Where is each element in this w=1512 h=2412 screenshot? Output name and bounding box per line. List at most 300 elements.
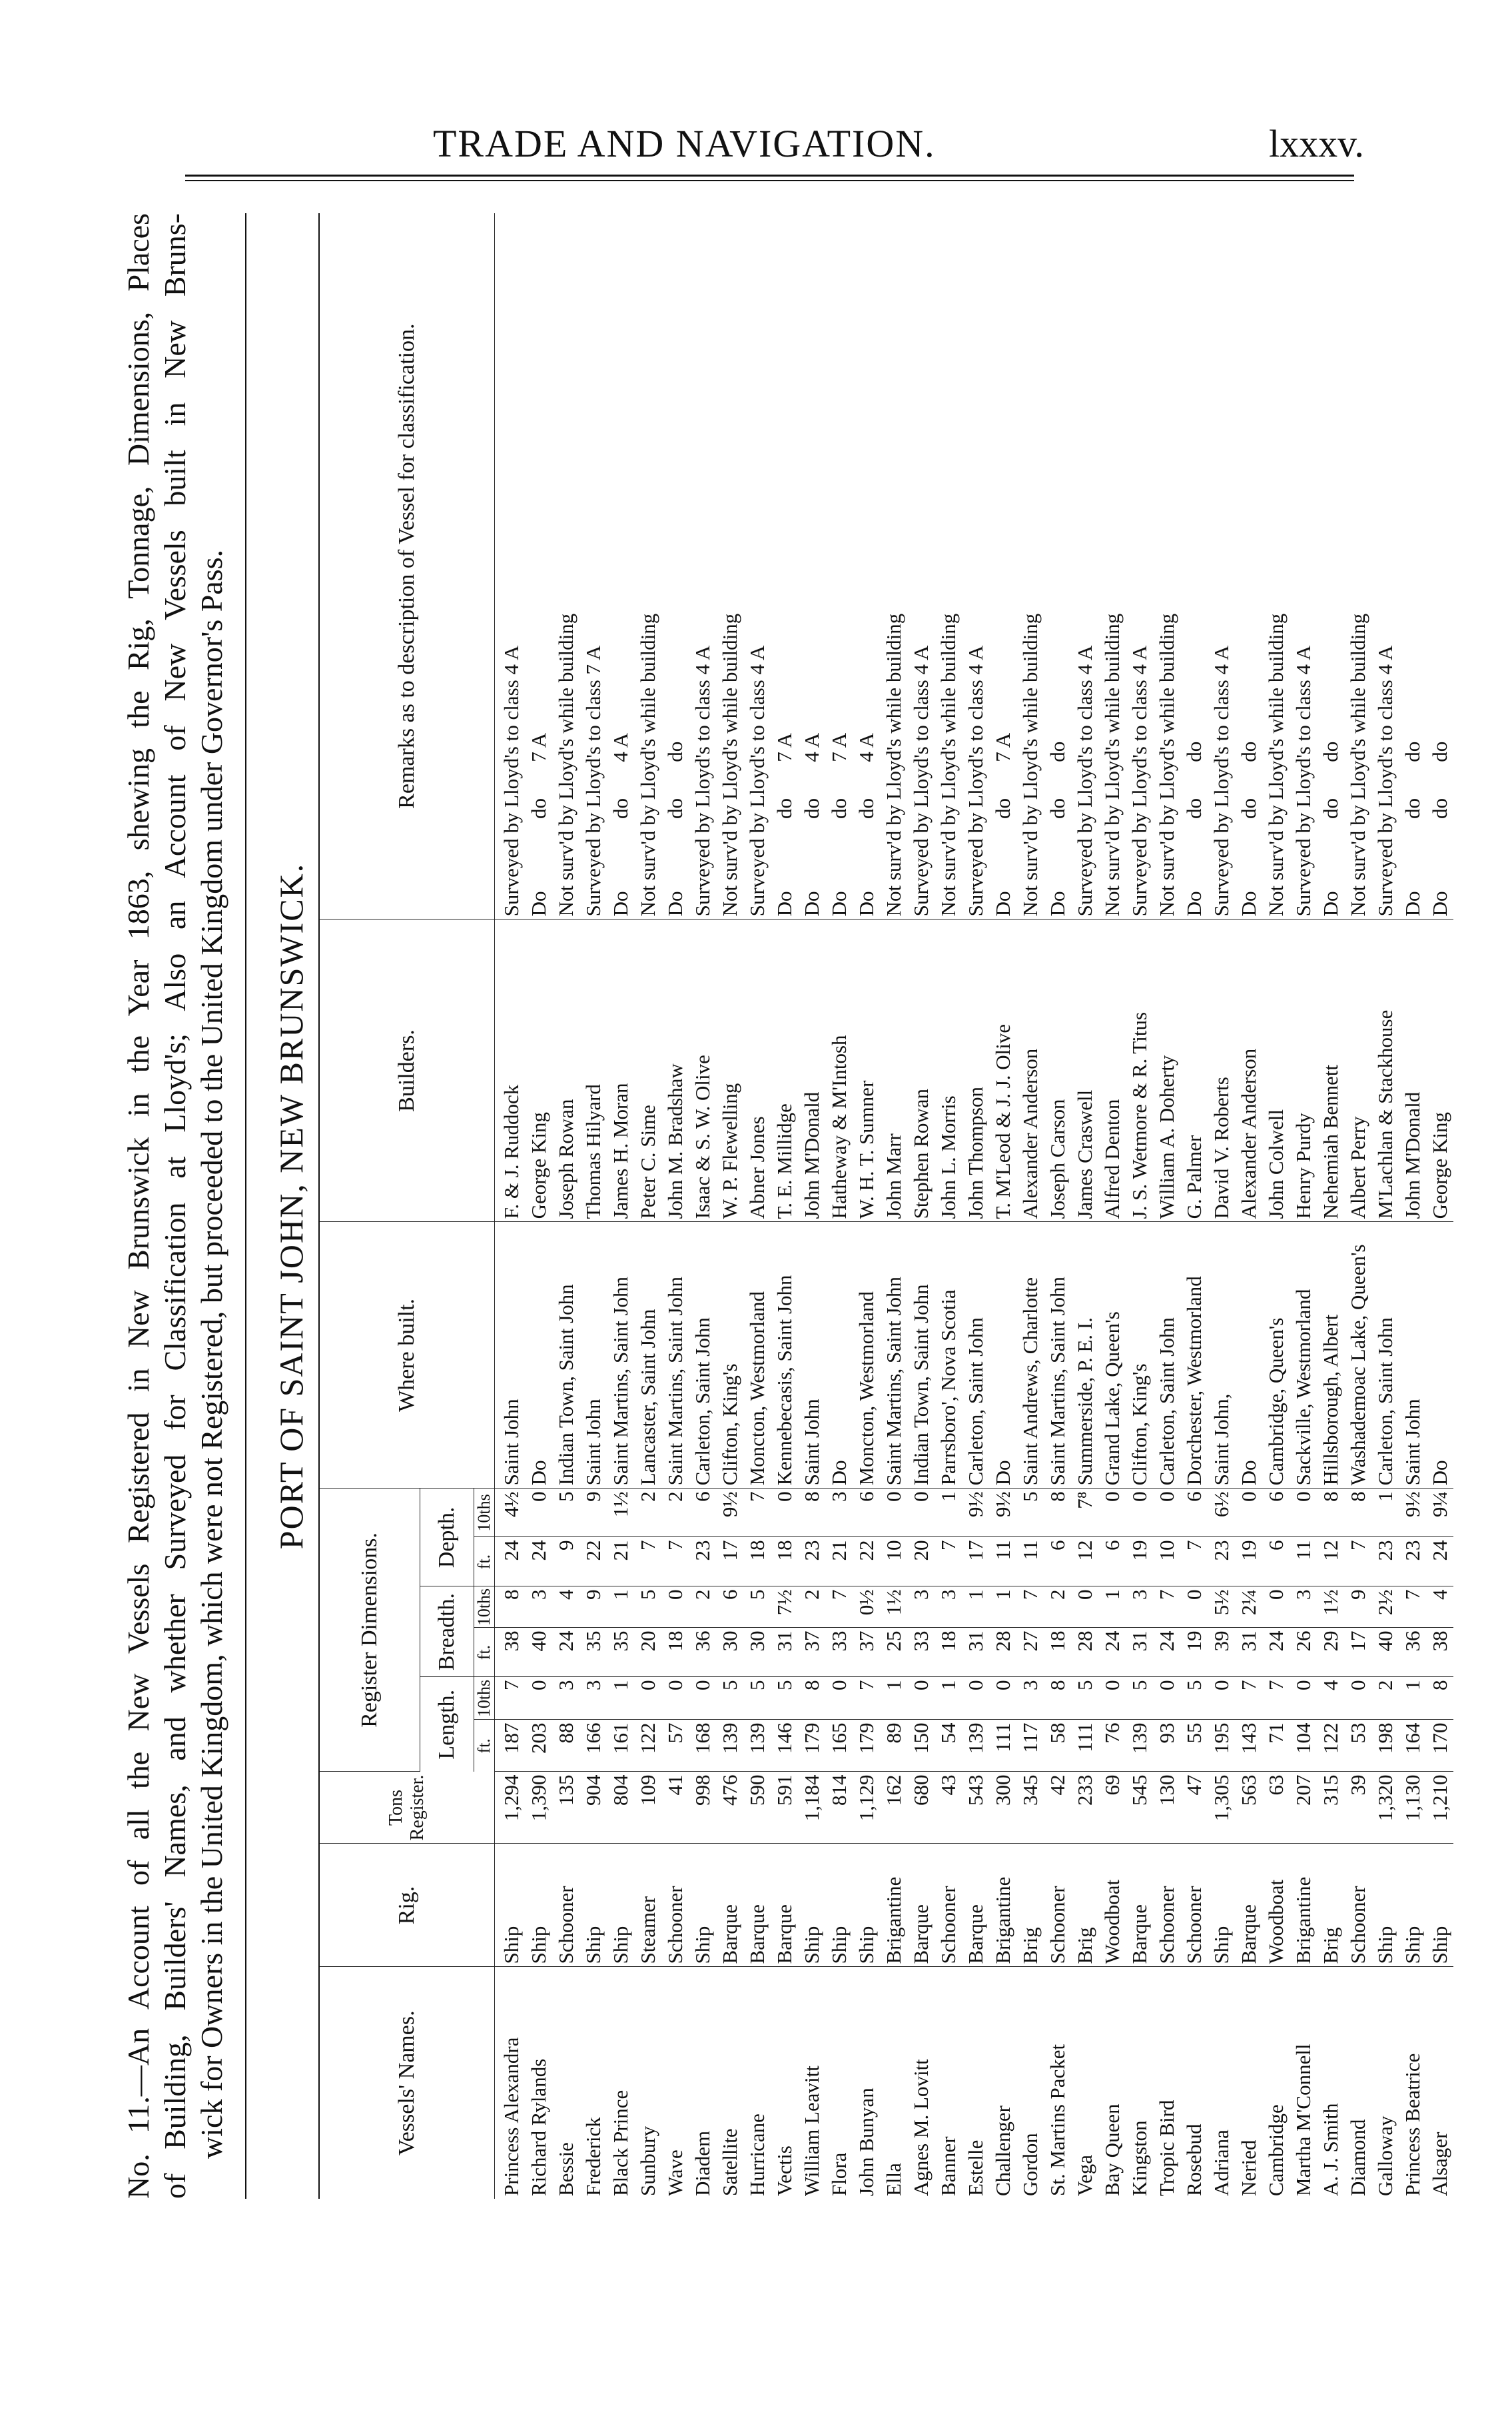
running-title: TRADE AND NAVIGATION. — [433, 122, 936, 165]
length-tenths: 5 — [1071, 1677, 1098, 1720]
col-rig-header: Rig. — [320, 1844, 495, 1967]
breadth-tenths: 4 — [552, 1586, 579, 1628]
remarks: Not surv'd by Lloyd's while building — [634, 213, 661, 919]
vessel-name: Martha M'Connell — [1292, 2044, 1315, 2196]
breadth-tenths: 1½ — [880, 1586, 907, 1628]
where-built: Indian Town, Saint John — [552, 1222, 579, 1489]
breadth-tenths: 1 — [1098, 1586, 1126, 1628]
remarks: Surveyed by Lloyd's to class 7 A — [579, 213, 607, 919]
tons: 1,294 — [495, 1772, 526, 1844]
length-ft: 139 — [716, 1720, 743, 1772]
depth-ft: 24 — [525, 1537, 552, 1586]
depth-ft: 22 — [853, 1537, 880, 1586]
rig: Ship — [525, 1844, 552, 1967]
breadth-ft: 24 — [1262, 1628, 1290, 1677]
depth-tenths: 2 — [661, 1489, 689, 1537]
breadth-ft: 31 — [1235, 1628, 1262, 1677]
breadth-tenths: 2½ — [1371, 1586, 1399, 1628]
breadth-ft: 31 — [1126, 1628, 1153, 1677]
builder: Alexander Anderson — [1235, 919, 1262, 1222]
table-row — [962, 213, 989, 2199]
vessel-name: Alsager — [1428, 2131, 1451, 2196]
builder: T. E. Millidge — [771, 919, 798, 1222]
table-row — [935, 213, 962, 2199]
table-row — [1016, 213, 1044, 2199]
where-built: Carleton, Saint John — [689, 1222, 716, 1489]
rig: Schooner — [1344, 1844, 1371, 1967]
table-row — [1371, 213, 1399, 2199]
where-built: Grand Lake, Queen's — [1098, 1222, 1126, 1489]
depth-ft: 19 — [1126, 1537, 1153, 1586]
length-tenths: 3 — [1016, 1677, 1044, 1720]
depth-ft: 23 — [798, 1537, 825, 1586]
where-built: Clifton, King's — [716, 1222, 743, 1489]
breadth-tenths: 1 — [607, 1586, 634, 1628]
breadth-ft: 30 — [743, 1628, 771, 1677]
rig: Brig — [1071, 1844, 1098, 1967]
table-row — [1098, 213, 1126, 2199]
depth-ft: 24 — [495, 1537, 526, 1586]
builder: James Craswell — [1071, 919, 1098, 1222]
table-row — [634, 213, 661, 2199]
length-ft: 187 — [495, 1720, 526, 1772]
table-caption — [120, 213, 230, 2199]
length-ft: 53 — [1344, 1720, 1371, 1772]
breadth-ft: 18 — [661, 1628, 689, 1677]
caption-rule — [245, 213, 246, 2199]
depth-tenths: 9½ — [1399, 1489, 1426, 1537]
depth-ft: 18 — [771, 1537, 798, 1586]
tons: 39 — [1344, 1772, 1371, 1844]
where-built: Cambridge, Queen's — [1262, 1222, 1290, 1489]
breadth-tenths: 0 — [1071, 1586, 1098, 1628]
depth-tenths: 5 — [552, 1489, 579, 1537]
depth-ft: 10 — [880, 1537, 907, 1586]
rig: Ship — [1399, 1844, 1426, 1967]
vessel-name: Neried — [1237, 2139, 1260, 2196]
rig: Barque — [1235, 1844, 1262, 1967]
depth-tenths: 8 — [1044, 1489, 1071, 1537]
length-ft: 122 — [634, 1720, 661, 1772]
breadth-tenths: 3 — [525, 1586, 552, 1628]
length-tenths: 5 — [771, 1677, 798, 1720]
remarks: Surveyed by Lloyd's to class 4 A — [1071, 213, 1098, 919]
vessel-name: Estelle — [964, 2139, 987, 2196]
depth-ft: 22 — [579, 1537, 607, 1586]
breadth-ft: 37 — [853, 1628, 880, 1677]
length-ft: 93 — [1153, 1720, 1180, 1772]
remarks: Do do do — [1399, 213, 1426, 919]
tons: 43 — [935, 1772, 962, 1844]
length-ft: 143 — [1235, 1720, 1262, 1772]
table-row — [1208, 213, 1235, 2199]
table-row — [525, 213, 552, 2199]
breadth-tenths: 2 — [1044, 1586, 1071, 1628]
where-built: Saint John — [798, 1222, 825, 1489]
breadth-ft: 24 — [552, 1628, 579, 1677]
depth-ft: 6 — [1044, 1537, 1071, 1586]
builder: Alexander Anderson — [1016, 919, 1044, 1222]
breadth-ft: 20 — [634, 1628, 661, 1677]
tons: 1,390 — [525, 1772, 552, 1844]
breadth-tenths: 3 — [935, 1586, 962, 1628]
tons: 680 — [907, 1772, 935, 1844]
breadth-tenths: 5 — [634, 1586, 661, 1628]
where-built: Parrsboro', Nova Scotia — [935, 1222, 962, 1489]
table-row — [579, 213, 607, 2199]
rig: Ship — [1426, 1844, 1453, 1967]
breadth-tenths: 0½ — [853, 1586, 880, 1628]
length-tenths: 0 — [1098, 1677, 1126, 1720]
depth-ft: 23 — [1399, 1537, 1426, 1586]
port-heading: PORT OF SAINT JOHN, NEW BRUNSWICK. — [272, 862, 310, 1550]
rig: Barque — [1126, 1844, 1153, 1967]
length-tenths: 1 — [1399, 1677, 1426, 1720]
tons: 998 — [689, 1772, 716, 1844]
caption-line: of Building, Builders' Names, and whether Surveyed for Classification at Lloyd's; Also an Account of New Vessels built in New Bruns- — [158, 213, 192, 2199]
breadth-ft: 28 — [1071, 1628, 1098, 1677]
rig: Schooner — [1180, 1844, 1208, 1967]
table-row — [1344, 213, 1371, 2199]
vessel-name: Princess Alexandra — [500, 2037, 523, 2196]
tons: 476 — [716, 1772, 743, 1844]
breadth-ft: 26 — [1290, 1628, 1317, 1677]
breadth-tenths: 8 — [495, 1586, 526, 1628]
tons: 69 — [1098, 1772, 1126, 1844]
remarks: Do do do — [1426, 213, 1453, 919]
breadth-tenths: 7 — [1016, 1586, 1044, 1628]
vessel-name: William Leavitt — [800, 2066, 823, 2196]
breadth-ft: 19 — [1180, 1628, 1208, 1677]
breadth-ft: 18 — [935, 1628, 962, 1677]
table-row — [1044, 213, 1071, 2199]
depth-tenths: 3 — [825, 1489, 853, 1537]
builder: G. Palmer — [1180, 919, 1208, 1222]
vessel-name: Challenger — [991, 2105, 1014, 2196]
where-built: Saint Martins, Saint John — [661, 1222, 689, 1489]
depth-ft: 11 — [1016, 1537, 1044, 1586]
length-ft: 166 — [579, 1720, 607, 1772]
depth-tenths: 5 — [1016, 1489, 1044, 1537]
table-row — [907, 213, 935, 2199]
remarks: Surveyed by Lloyd's to class 4 A — [743, 213, 771, 919]
remarks: Do do do — [661, 213, 689, 919]
tons: 207 — [1290, 1772, 1317, 1844]
length-tenths: 5 — [716, 1677, 743, 1720]
remarks: Surveyed by Lloyd's to class 4 A — [962, 213, 989, 919]
table-row — [1235, 213, 1262, 2199]
tons: 1,305 — [1208, 1772, 1235, 1844]
depth-ft: 9 — [552, 1537, 579, 1586]
depth-tenths: 9½ — [716, 1489, 743, 1537]
length-tenths: 0 — [962, 1677, 989, 1720]
depth-ft: 7 — [634, 1537, 661, 1586]
tons: 47 — [1180, 1772, 1208, 1844]
builder: Alfred Denton — [1098, 919, 1126, 1222]
depth-ft: 11 — [989, 1537, 1016, 1586]
tons: 591 — [771, 1772, 798, 1844]
length-tenths: 0 — [689, 1677, 716, 1720]
length-ft: 170 — [1426, 1720, 1453, 1772]
where-built: Lancaster, Saint John — [634, 1222, 661, 1489]
depth-ft: 6 — [1262, 1537, 1290, 1586]
breadth-ft: 40 — [525, 1628, 552, 1677]
table-row — [1180, 213, 1208, 2199]
remarks: Not surv'd by Lloyd's while building — [1153, 213, 1180, 919]
table-row — [989, 213, 1016, 2199]
builder: Hatheway & M'Intosh — [825, 919, 853, 1222]
breadth-ft: 24 — [1153, 1628, 1180, 1677]
caption-line: wick for Owners in the United Kingdom, which were not Registered, but proceeded to the United Kingdom under Governor's Pass. — [194, 549, 228, 2159]
breadth-ft: 36 — [1399, 1628, 1426, 1677]
col-tons-header: Tons Register. — [320, 1772, 495, 1844]
depth-tenths: 1 — [1371, 1489, 1399, 1537]
remarks: Do do do — [1317, 213, 1344, 919]
depth-ft: 21 — [825, 1537, 853, 1586]
depth-tenths: 7⁸ — [1071, 1489, 1098, 1537]
breadth-tenths: 1 — [989, 1586, 1016, 1628]
vessel-name: Banner — [937, 2136, 960, 2196]
length-tenths: 7 — [1262, 1677, 1290, 1720]
unit-10ths: 10ths — [474, 1677, 495, 1720]
table-row — [1071, 213, 1098, 2199]
col-breadth-header: Breadth. — [420, 1586, 474, 1677]
depth-ft: 19 — [1235, 1537, 1262, 1586]
length-ft: 58 — [1044, 1720, 1071, 1772]
remarks: Do do do — [1180, 213, 1208, 919]
where-built: Carleton, Saint John — [1371, 1222, 1399, 1489]
length-ft: 88 — [552, 1720, 579, 1772]
depth-tenths: 6 — [1180, 1489, 1208, 1537]
unit-10ths: 10ths — [474, 1586, 495, 1628]
depth-tenths: 1 — [935, 1489, 962, 1537]
col-length-header: Length. — [420, 1677, 474, 1772]
vessel-name: Flora — [827, 2152, 851, 2196]
depth-ft: 21 — [607, 1537, 634, 1586]
builder: Thomas Hilyard — [579, 919, 607, 1222]
depth-ft: 6 — [1098, 1537, 1126, 1586]
depth-ft: 7 — [1344, 1537, 1371, 1586]
vessels-table — [320, 213, 1453, 2199]
breadth-ft: 37 — [798, 1628, 825, 1677]
depth-tenths: 6½ — [1208, 1489, 1235, 1537]
caption-line: No. 11.—An Account of all the New Vessels Registered in New Brunswick in the Year 1863, shewing the Rig, Tonnage, Dimensions, Places — [121, 213, 155, 2199]
depth-tenths: 0 — [1098, 1489, 1126, 1537]
rig: Barque — [716, 1844, 743, 1967]
vessel-name: Frederick — [581, 2117, 605, 2196]
vessel-name: Cambridge — [1264, 2104, 1288, 2196]
breadth-tenths: 1 — [962, 1586, 989, 1628]
breadth-tenths: 2¼ — [1235, 1586, 1262, 1628]
rig: Barque — [962, 1844, 989, 1967]
tons: 1,129 — [853, 1772, 880, 1844]
where-built: Moncton, Westmorland — [743, 1222, 771, 1489]
breadth-tenths: 7 — [825, 1586, 853, 1628]
where-built: Summerside, P. E. I. — [1071, 1222, 1098, 1489]
builder: John M'Donald — [1399, 919, 1426, 1222]
remarks: Surveyed by Lloyd's to class 4 A — [1371, 213, 1399, 919]
where-built: Saint John — [1399, 1222, 1426, 1489]
tons: 590 — [743, 1772, 771, 1844]
col-remarks-header: Remarks as to description of Vessel for classification. — [320, 213, 495, 919]
table-row — [661, 213, 689, 2199]
tons: 1,130 — [1399, 1772, 1426, 1844]
breadth-ft: 18 — [1044, 1628, 1071, 1677]
remarks: Not surv'd by Lloyd's while building — [935, 213, 962, 919]
rig: Ship — [495, 1844, 526, 1967]
length-tenths: 0 — [825, 1677, 853, 1720]
remarks: Do do 4 A — [798, 213, 825, 919]
breadth-tenths: 2 — [689, 1586, 716, 1628]
rig: Schooner — [552, 1844, 579, 1967]
vessel-name: Agnes M. Lovitt — [909, 2059, 933, 2196]
rig: Schooner — [661, 1844, 689, 1967]
depth-tenths: 0 — [771, 1489, 798, 1537]
builder: Abner Jones — [743, 919, 771, 1222]
rig: Ship — [607, 1844, 634, 1967]
length-tenths: 0 — [1153, 1677, 1180, 1720]
table-row — [880, 213, 907, 2199]
vessel-name: A. J. Smith — [1319, 2103, 1342, 2196]
tons: 315 — [1317, 1772, 1344, 1844]
unit-ft: ft. — [474, 1537, 495, 1586]
tons: 63 — [1262, 1772, 1290, 1844]
length-ft: 139 — [743, 1720, 771, 1772]
table-row — [689, 213, 716, 2199]
length-ft: 179 — [853, 1720, 880, 1772]
breadth-ft: 38 — [1426, 1628, 1453, 1677]
vessel-name: Rosebud — [1182, 2123, 1206, 2196]
rig: Woodboat — [1262, 1844, 1290, 1967]
breadth-tenths: 2 — [798, 1586, 825, 1628]
depth-tenths: 0 — [1153, 1489, 1180, 1537]
length-tenths: 0 — [634, 1677, 661, 1720]
breadth-ft: 36 — [689, 1628, 716, 1677]
depth-tenths: 0 — [880, 1489, 907, 1537]
depth-ft: 23 — [689, 1537, 716, 1586]
vessel-name: Tropic Bird — [1155, 2100, 1178, 2196]
rig: Ship — [853, 1844, 880, 1967]
table-row — [716, 213, 743, 2199]
builder: John M. Bradshaw — [661, 919, 689, 1222]
length-ft: 146 — [771, 1720, 798, 1772]
remarks: Not surv'd by Lloyd's while building — [880, 213, 907, 919]
table-row — [825, 213, 853, 2199]
depth-tenths: 9½ — [989, 1489, 1016, 1537]
depth-ft: 7 — [1180, 1537, 1208, 1586]
builder: Joseph Carson — [1044, 919, 1071, 1222]
remarks: Do do 4 A — [607, 213, 634, 919]
rig: Ship — [689, 1844, 716, 1967]
breadth-tenths: 4 — [1426, 1586, 1453, 1628]
remarks: Do do 7 A — [825, 213, 853, 919]
breadth-tenths: 0 — [1262, 1586, 1290, 1628]
length-tenths: 5 — [743, 1677, 771, 1720]
col-depth-header: Depth. — [420, 1489, 474, 1586]
where-built: Do — [525, 1222, 552, 1489]
vessel-name: Diamond — [1346, 2119, 1369, 2196]
builder: Joseph Rowan — [552, 919, 579, 1222]
remarks: Not surv'd by Lloyd's while building — [716, 213, 743, 919]
where-built: Saint John — [495, 1222, 526, 1489]
where-built: Do — [1426, 1222, 1453, 1489]
breadth-ft: 33 — [825, 1628, 853, 1677]
header-rule-top — [185, 175, 1354, 177]
remarks: Not surv'd by Lloyd's while building — [1344, 213, 1371, 919]
length-ft: 104 — [1290, 1720, 1317, 1772]
rig: Woodboat — [1098, 1844, 1126, 1967]
remarks: Not surv'd by Lloyd's while building — [1262, 213, 1290, 919]
tons: 345 — [1016, 1772, 1044, 1844]
depth-tenths: 8 — [1317, 1489, 1344, 1537]
depth-tenths: 0 — [1126, 1489, 1153, 1537]
remarks: Not surv'd by Lloyd's while building — [552, 213, 579, 919]
depth-tenths: 4½ — [495, 1489, 526, 1537]
tons: 300 — [989, 1772, 1016, 1844]
where-built: Do — [825, 1222, 853, 1489]
tons: 814 — [825, 1772, 853, 1844]
vessel-name: Princess Beatrice — [1401, 2053, 1424, 2196]
breadth-ft: 28 — [989, 1628, 1016, 1677]
unit-ft: ft. — [474, 1720, 495, 1772]
rig: Ship — [579, 1844, 607, 1967]
length-tenths: 7 — [1235, 1677, 1262, 1720]
builder: John Colwell — [1262, 919, 1290, 1222]
tons: 1,184 — [798, 1772, 825, 1844]
rig: Barque — [771, 1844, 798, 1967]
vessel-name: Wave — [663, 2149, 687, 2196]
remarks: Not surv'd by Lloyd's while building — [1016, 213, 1044, 919]
remarks: Surveyed by Lloyd's to class 4 A — [495, 213, 526, 919]
rig: Brigantine — [1290, 1844, 1317, 1967]
breadth-ft: 39 — [1208, 1628, 1235, 1677]
rig: Ship — [1208, 1844, 1235, 1967]
table-row — [1399, 213, 1426, 2199]
breadth-tenths: 7 — [1399, 1586, 1426, 1628]
remarks: Do do do — [1235, 213, 1262, 919]
length-ft: 165 — [825, 1720, 853, 1772]
remarks: Surveyed by Lloyd's to class 4 A — [689, 213, 716, 919]
vessel-name: Diadem — [691, 2130, 714, 2196]
where-built: Hillsborough, Albert — [1317, 1222, 1344, 1489]
length-ft: 179 — [798, 1720, 825, 1772]
depth-ft: 17 — [962, 1537, 989, 1586]
depth-tenths: 6 — [1262, 1489, 1290, 1537]
where-built: Saint Martins, Saint John — [1044, 1222, 1071, 1489]
tons: 41 — [661, 1772, 689, 1844]
breadth-tenths: 9 — [579, 1586, 607, 1628]
breadth-ft: 29 — [1317, 1628, 1344, 1677]
vessel-name: Ella — [882, 2163, 905, 2196]
where-built: Carleton, Saint John — [1153, 1222, 1180, 1489]
tons: 1,210 — [1426, 1772, 1453, 1844]
builder: George King — [525, 919, 552, 1222]
length-ft: 195 — [1208, 1720, 1235, 1772]
remarks: Surveyed by Lloyd's to class 4 A — [1126, 213, 1153, 919]
vessel-name: St. Martins Packet — [1046, 2044, 1069, 2196]
remarks: Do do 4 A — [853, 213, 880, 919]
rig: Brig — [1016, 1844, 1044, 1967]
remarks: Do do 7 A — [525, 213, 552, 919]
col-builders-header: Builders. — [320, 919, 495, 1222]
length-ft: 161 — [607, 1720, 634, 1772]
breadth-tenths: 0 — [1180, 1586, 1208, 1628]
depth-tenths: 8 — [798, 1489, 825, 1537]
builder: F. & J. Ruddock — [495, 919, 526, 1222]
depth-tenths: 9 — [579, 1489, 607, 1537]
length-tenths: 0 — [1344, 1677, 1371, 1720]
builder: Henry Purdy — [1290, 919, 1317, 1222]
